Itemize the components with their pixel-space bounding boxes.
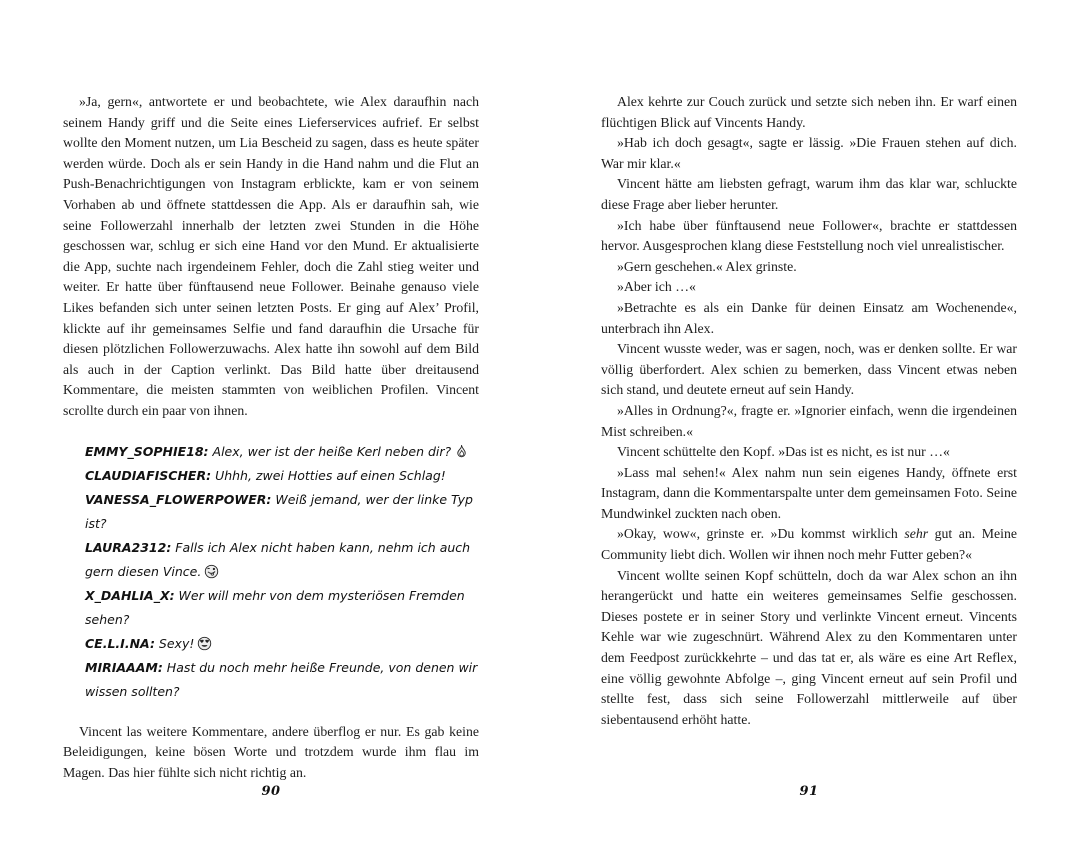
body-text: »Betrachte es als ein Danke für deinen Einsatz am Wochenende«, unterbrach ihn Alex.: [601, 299, 1017, 336]
comment-text: Wer will mehr von dem mysteriösen Fremden sehen?: [85, 587, 465, 627]
comment-text: Falls ich Alex nicht haben kann, nehm ich auch gern diesen Vince.: [85, 539, 471, 579]
body-text: Vincent wollte seinen Kopf schütteln, doch da war Alex schon an ihn herangerückt und hatte ein weiteres gemeinsames Selfie geschossen. Dieses postete er in seiner Story und verlinkte Vincent erneut. Vincents Kehle war wie zugeschnürt. Während Alex zu den Kommentaren unter dem Feedpost zurückkehrte – und das tat er, als wäre es eine Art Reflex, eine völlig gewohnte Abfolge –, ging Vincent erneut auf sein Profil und stellte fest, dass sich seine Followerzahl mittlerweile auf über siebentausend erhöht hatte.: [601, 567, 1017, 727]
comment-username: CE.L.I.NA:: [85, 635, 155, 651]
heart-eyes-emoji: [197, 632, 212, 656]
comment-text: Uhhh, zwei Hotties auf einen Schlag!: [211, 467, 446, 483]
body-text: Vincent wusste weder, was er sagen, noch, was er denken sollte. Er war völlig überfordert. Alex schien zu bemerken, dass Vincent etwas neben sich stand, und deutete erneut auf sein Handy.: [601, 341, 1017, 398]
body-text: »Ich habe über fünftausend neue Follower«, brachte er stattdessen hervor. Ausgesprochen klang diese Feststellung noch viel unrealistischer.: [601, 217, 1017, 254]
body-text: »Hab ich doch gesagt«, sagte er lässig. »Die Frauen stehen auf dich. War mir klar.«: [601, 135, 1017, 171]
body-text: Alex kehrte zur Couch zurück und setzte sich neben ihn. Er warf einen flüchtigen Blick auf Vincents Handy.: [601, 94, 1017, 130]
comment-item: [85, 632, 479, 656]
body-text: »Aber ich …«: [617, 279, 696, 295]
body-text: Vincent hätte am liebsten gefragt, warum ihm das klar war, schluckte diese Frage aber lieber herunter.: [601, 176, 1017, 212]
comment-item: [85, 584, 479, 632]
paragraph: [601, 524, 1017, 565]
paragraph: [601, 92, 1017, 133]
comment-text: Sexy!: [154, 635, 195, 651]
body-text: »Gern geschehen.« Alex grinste.: [617, 258, 797, 274]
comment-item: [85, 656, 479, 704]
instagram-comment-list: [85, 440, 479, 704]
body-text: »Okay, wow«, grinste er. »Du kommst wirklich: [617, 526, 905, 542]
comment-username: MIRIAAAM:: [85, 659, 163, 675]
paragraph: [601, 442, 1017, 463]
paragraph: [63, 92, 479, 422]
paragraph: [601, 216, 1017, 257]
page-number-left: 90: [261, 784, 281, 799]
paragraph: [601, 298, 1017, 339]
emphasized-text: sehr: [904, 526, 929, 542]
body-text: »Ja, gern«, antwortete er und beobachtete, wie Alex daraufhin nach seinem Handy griff und die Seite eines Lieferservices aufrief. Er selbst wollte den Moment nutzen, um Lia Bescheid zu sagen, dass es heute später werden würde. Doch als er sein Handy in die Hand nahm und die Flut an Push-Benachrichtigungen von Instagram erblickte, kam er von seinem Vorhaben ab und öffnete stattdessen die App. Als er daraufhin sah, wie seine Followerzahl innerhalb der letzten zwei Stunden in die Höhe geschossen war, schlug er sich eine Hand vor den Mund. Er aktualisierte die App, suchte nach irgendeinem Fehler, doch die Zahl stieg weiter und weiter. Er hatte über fünftausend neue Follower. Beinahe genauso viele Likes befanden sich unter seinen letzten Posts. Er ging auf Alex’ Profil, klickte auf ihr gemeinsames Selfie und fand daraufhin die Ursache für diesen plötzlichen Followerzuwachs. Alex hatte ihn sowohl auf dem Bild als auch in der Caption verlinkt. Das Bild hatte über dreitausend Kommentare, die meisten stammten von weiblichen Profilen. Vincent scrollte durch ein paar von ihnen.: [63, 94, 479, 418]
left-intro-paragraphs: [63, 92, 479, 422]
right-paragraphs: [601, 92, 1017, 730]
body-text: Vincent las weitere Kommentare, andere überflog er nur. Es gab keine Beleidigungen, keine bösen Worte und trotzdem wurde ihm flau im Magen. Das hier fühlte sich nicht richtig an.: [63, 723, 479, 780]
paragraph: [601, 463, 1017, 525]
comment-username: X_DAHLIA_X:: [85, 587, 175, 603]
body-text: gut an. Meine Community liebt dich. Wollen wir ihnen noch mehr Futter geben?«: [601, 526, 1018, 563]
comment-username: EMMY_SOPHIE18:: [85, 443, 209, 459]
right-page: [601, 92, 1017, 730]
comment-text: Weiß jemand, wer der linke Typ ist?: [85, 491, 473, 531]
paragraph: [601, 133, 1017, 174]
comment-username: VANESSA_FLOWERPOWER:: [85, 491, 272, 507]
comment-item: [85, 440, 479, 464]
paragraph: [601, 257, 1017, 278]
comment-item: [85, 536, 479, 584]
comment-item: [85, 464, 479, 488]
comment-text: Hast du noch mehr heiße Freunde, von denen wir wissen sollten?: [85, 659, 478, 699]
left-page: [63, 92, 479, 783]
paragraph: [601, 339, 1017, 401]
comment-item: [85, 488, 479, 536]
body-text: »Lass mal sehen!« Alex nahm nun sein eigenes Handy, öffnete erst Instagram, dann die Kommentarspalte unter dem gemeinsamen Foto. Seine Mundwinkel zuckten nach oben.: [601, 464, 1017, 521]
left-outro-paragraphs: [63, 722, 479, 784]
page-number-right: 91: [799, 784, 819, 799]
paragraph: [601, 566, 1017, 731]
paragraph: [601, 174, 1017, 215]
fire-emoji: [454, 440, 469, 464]
comment-username: CLAUDIAFISCHER:: [85, 467, 212, 483]
zany-face-emoji: [204, 560, 219, 584]
paragraph: [601, 401, 1017, 442]
comment-text: Alex, wer ist der heiße Kerl neben dir?: [208, 443, 452, 459]
body-text: Vincent schüttelte den Kopf. »Das ist es nicht, es ist nur …«: [617, 444, 950, 460]
paragraph: [63, 722, 479, 784]
paragraph: [601, 277, 1017, 298]
body-text: »Alles in Ordnung?«, fragte er. »Ignorier einfach, wenn die irgendeinen Mist schreiben.«: [601, 402, 1017, 439]
comment-username: LAURA2312:: [85, 539, 172, 555]
